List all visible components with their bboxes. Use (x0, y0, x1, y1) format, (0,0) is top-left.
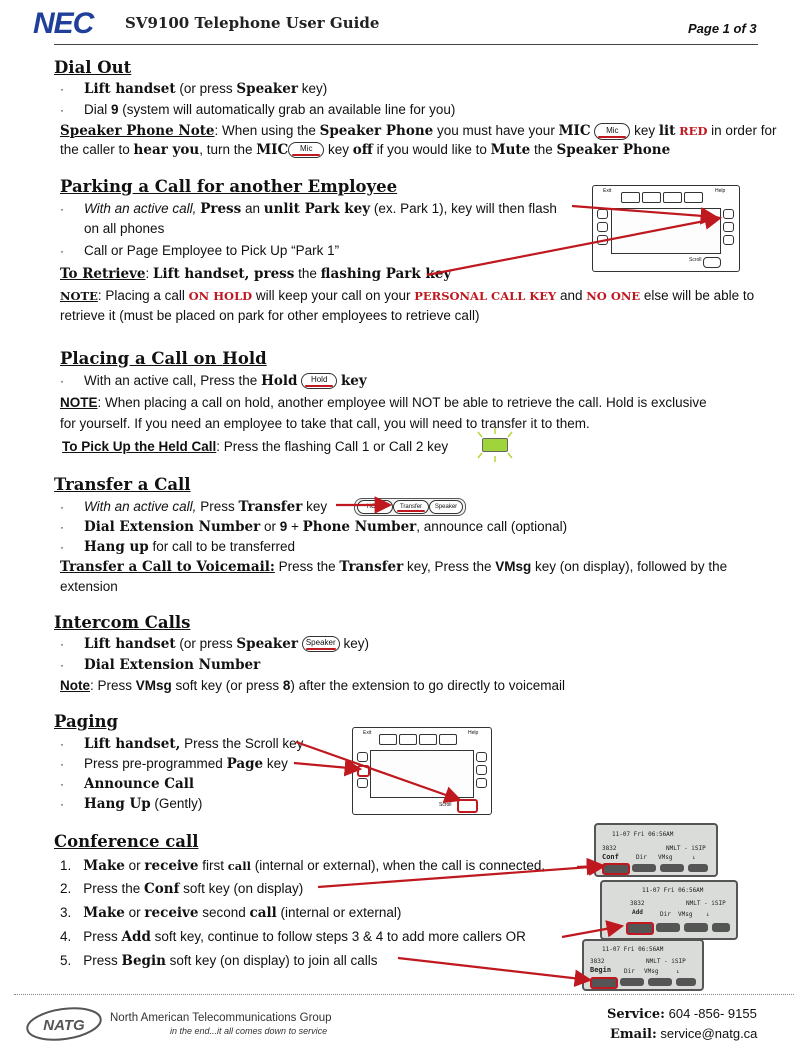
conference-step-4: 4. Press Add soft key, continue to follow steps 3 & 4 to add more callers OR (60, 929, 526, 945)
arrow-page-key (294, 763, 360, 769)
parking-note: NOTE: Placing a call ON HOLD will keep your call on your PERSONAL CALL KEY and NO ONE else will be able to (60, 288, 755, 303)
transfer-heading: Transfer a Call (54, 475, 191, 494)
bullet: · (60, 737, 64, 751)
arrow-scroll-key (296, 742, 460, 800)
transfer-key-icon: Transfer (393, 500, 429, 514)
intercom-step-1: Lift handset (or press Speaker Speaker key) (84, 636, 369, 652)
transfer-step-2: Dial Extension Number or 9 + Phone Number, announce call (optional) (84, 519, 568, 535)
bullet: · (60, 82, 64, 96)
bullet: · (60, 500, 64, 514)
nec-logo: NEC (33, 7, 94, 40)
conference-step-3: 3. Make or receive second call (internal or external) (60, 905, 402, 921)
arrow-begin-key (398, 958, 590, 980)
bullet: · (60, 374, 64, 388)
dial-out-step-2: Dial 9 (system will automatically grab an available line for you) (84, 102, 456, 117)
intercom-step-2: Dial Extension Number (84, 657, 261, 673)
paging-step-4: Hang Up (Gently) (84, 796, 203, 812)
company-tagline: in the end...it all comes down to service (170, 1026, 328, 1036)
bullet: · (60, 520, 64, 534)
bullet: · (60, 202, 64, 216)
bullet: · (60, 757, 64, 771)
service-phone: Service: 604 -856- 9155 (607, 1006, 757, 1022)
arrow-add-key (562, 926, 622, 937)
transfer-to-voicemail: Transfer a Call to Voicemail: Press the Transfer key, Press the VMsg key (on display), followed by the (60, 559, 728, 575)
service-email: Email: service@natg.ca (610, 1026, 758, 1042)
conference-heading: Conference call (54, 832, 199, 851)
hold-key-icon: HOLD (357, 500, 393, 514)
dial-out-heading: Dial Out (54, 58, 132, 77)
speaker-phone-note-cont: the caller to hear you, turn the MIC Mic key off if you would like to Mute the Speaker Phone (60, 142, 671, 158)
hold-step-1: With an active call, Press the Hold Hold key (84, 373, 367, 389)
display-screen-begin: 11-07 Fri 06:56AM 3832 NMLT - iSIP Begin Dir VMsg ↓ (582, 939, 704, 991)
parking-heading: Parking a Call for another Employee (60, 177, 398, 196)
bullet: · (60, 777, 64, 791)
transfer-step-3: Hang up for call to be transferred (84, 539, 296, 555)
speaker-phone-note: Speaker Phone Note: When using the Speaker Phone you must have your MIC Mic key lit RED in order for (60, 123, 777, 139)
intercom-note: Note: Press VMsg soft key (or press 8) after the extension to go directly to voicemail (60, 678, 565, 693)
mic-key-icon: Mic (594, 123, 630, 140)
bullet: · (60, 103, 64, 117)
pickup-held-call: To Pick Up the Held Call: Press the flashing Call 1 or Call 2 key (62, 439, 449, 454)
paging-step-2: Press pre-programmed Page key (84, 756, 288, 772)
hold-heading: Placing a Call on Hold (60, 349, 267, 368)
company-name: North American Telecommunications Group (110, 1012, 332, 1024)
hold-note: NOTE: When placing a call on hold, another employee will NOT be able to retrieve the call. Hold is exclusive (60, 395, 707, 410)
bullet: · (60, 797, 64, 811)
paging-step-1: Lift handset, Press the Scroll key (84, 736, 304, 752)
page-number: Page 1 of 3 (688, 21, 757, 36)
conference-step-1: 1. Make or receive first call (internal or external), when the call is connected, (60, 858, 546, 874)
arrow-conf-key (318, 866, 604, 887)
parking-step-1: With an active call, Press an unlit Park key (ex. Park 1), key will then flash (84, 201, 557, 217)
mic-key-icon: Mic (288, 142, 324, 158)
speaker-key-icon: Speaker (302, 636, 340, 652)
bullet: · (60, 540, 64, 554)
intercom-heading: Intercom Calls (54, 613, 191, 632)
conference-step-5: 5. Press Begin soft key (on display) to join all calls (60, 953, 378, 969)
dial-out-step-1: Lift handset (or press Speaker key) (84, 81, 328, 97)
paging-heading: Paging (54, 712, 118, 731)
transfer-step-1: With an active call, Press Transfer key (84, 499, 328, 515)
parking-step-2: Call or Page Employee to Pick Up “Park 1” (84, 243, 340, 258)
transfer-to-voicemail-cont: extension (60, 579, 118, 594)
paging-step-3: Announce Call (84, 776, 194, 792)
phone-diagram-park: Exit Help Scroll (592, 185, 740, 272)
footer-divider (14, 994, 794, 995)
conference-step-2: 2. Press the Conf soft key (on display) (60, 881, 304, 897)
parking-note-cont: retrieve it (must be placed on park for other employees to retrieve call) (60, 308, 480, 323)
natg-logo (24, 1005, 104, 1043)
parking-step-1-cont: on all phones (84, 221, 165, 236)
to-retrieve: To Retrieve: Lift handset, press the flashing Park key (60, 266, 452, 282)
hold-note-cont: for yourself. If you need an employee to take that call, you will need to transfer it to them. (60, 416, 590, 431)
display-screen-add: 11-07 Fri 06:56AM 3832 NMLT - iSIP Add Dir VMsg ↓ (600, 880, 738, 940)
arrow-park-key (572, 206, 716, 217)
speaker-key-icon: Speaker (429, 500, 463, 514)
hold-key-icon: Hold (301, 373, 337, 389)
document-title: SV9100 Telephone User Guide (125, 14, 380, 32)
bullet: · (60, 244, 64, 258)
phone-diagram-paging: Exit Help Scroll (352, 727, 492, 815)
display-screen-conf: 11-07 Fri 06:56AM 3832 NMLT - iSIP Conf Dir VMsg ↓ (594, 823, 718, 877)
arrow-retrieve-key (427, 218, 720, 275)
svg-text:NATG: NATG (43, 1017, 85, 1034)
bullet: · (60, 658, 64, 672)
bullet: · (60, 637, 64, 651)
